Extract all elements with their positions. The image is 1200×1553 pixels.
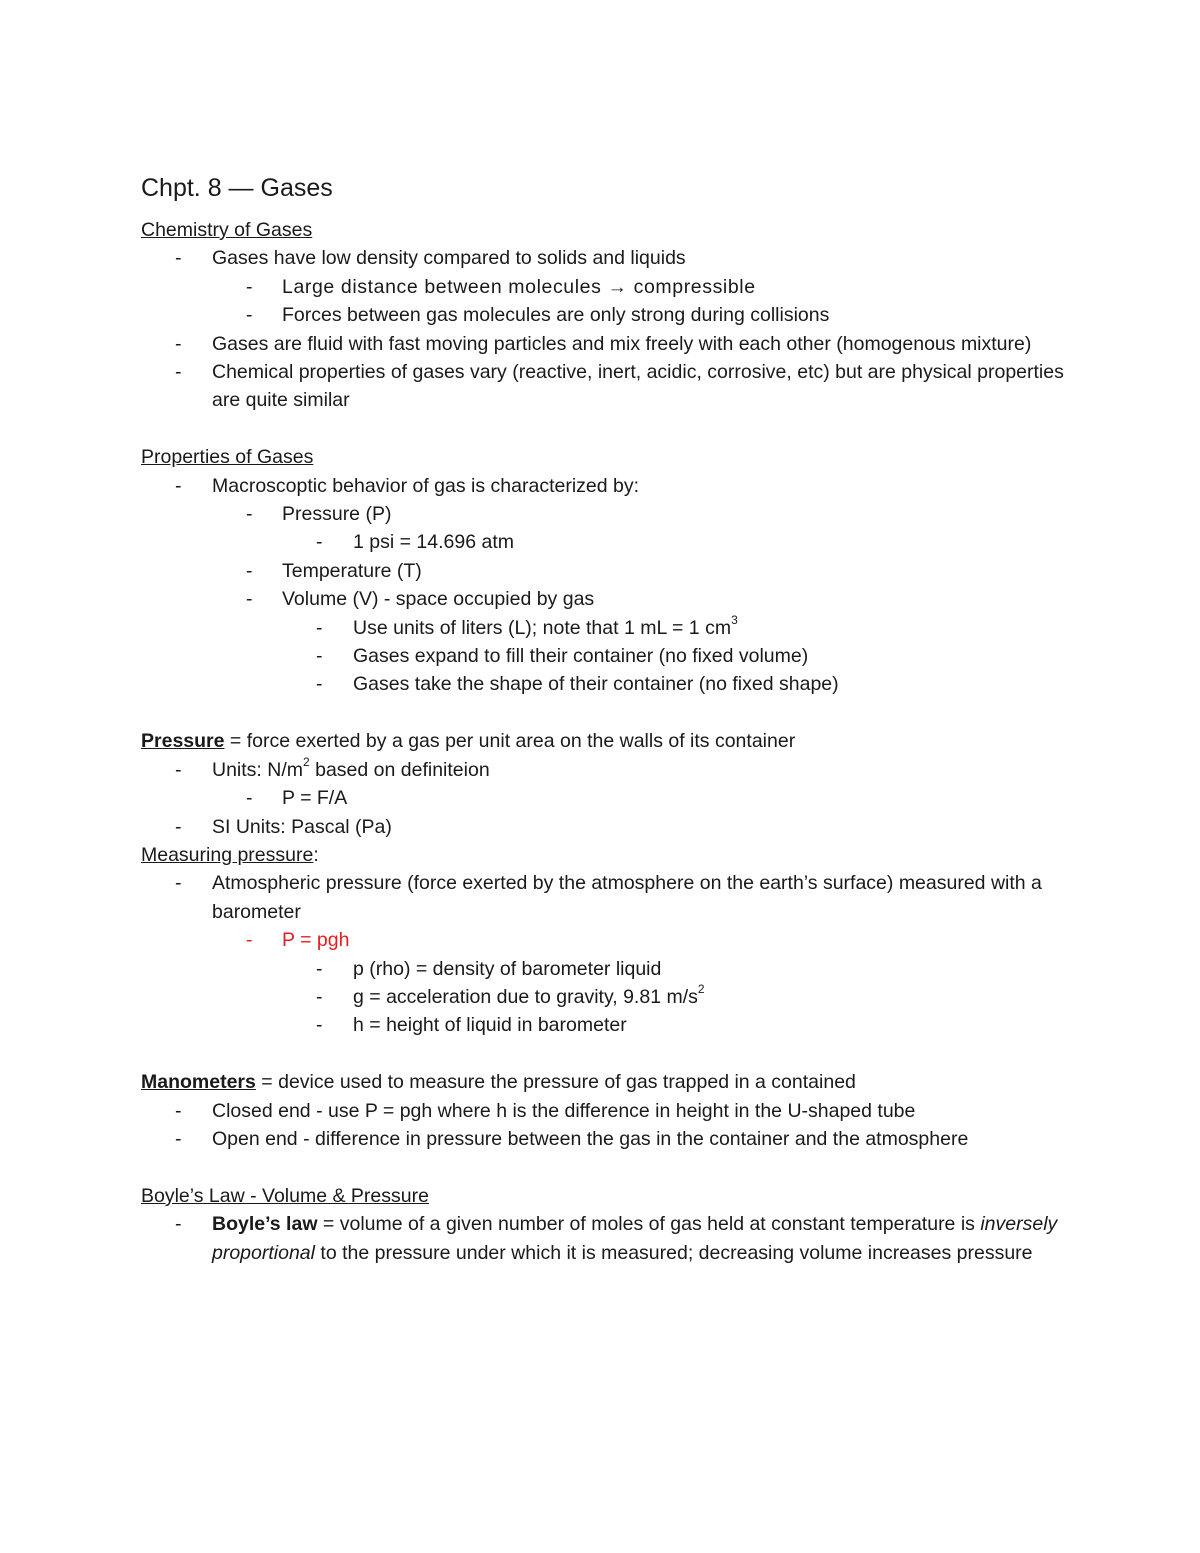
list-item bbox=[141, 869, 1052, 926]
bullet-dash: - bbox=[175, 1127, 182, 1150]
section-heading-boyles-law: Boyle’s Law - Volume & Pressure bbox=[141, 1184, 429, 1207]
list-item-text: Temperature (T) bbox=[282, 559, 422, 582]
list-item bbox=[141, 273, 1081, 301]
list-item bbox=[141, 1097, 1081, 1125]
bullet-dash: - bbox=[175, 247, 182, 270]
list-item-text: h = height of liquid in barometer bbox=[353, 1014, 627, 1037]
definition-text: = force exerted by a gas per unit area on the walls of its container bbox=[224, 730, 796, 753]
list-item-text: Macroscoptic behavior of gas is characterized by: bbox=[212, 474, 640, 497]
list-item-text: Open end - difference in pressure between the gas in the container and the atmosphere bbox=[212, 1127, 969, 1150]
list-item bbox=[141, 1210, 1062, 1267]
bullet-dash: - bbox=[175, 1213, 182, 1236]
list-item bbox=[141, 585, 1081, 613]
list-item bbox=[141, 1125, 1081, 1153]
bullet-dash: - bbox=[246, 559, 253, 582]
definition-emphasis: inversely proportional bbox=[212, 1213, 1058, 1264]
list-item bbox=[141, 642, 1081, 670]
bullet-dash: - bbox=[316, 1014, 323, 1037]
list-item bbox=[141, 301, 1081, 329]
bullet-dash: - bbox=[316, 645, 323, 668]
term-manometers: Manometers bbox=[141, 1071, 256, 1094]
list-item-text: 1 psi = 14.696 atm bbox=[353, 531, 514, 554]
bullet-dash: - bbox=[175, 872, 182, 895]
bullet-dash: - bbox=[246, 503, 253, 526]
superscript: 2 bbox=[697, 982, 705, 997]
list-item-text: Gases are fluid with fast moving particles and mix freely with each other (homogenous mixture) bbox=[212, 332, 1032, 355]
list-item-text: Volume (V) - space occupied by gas bbox=[282, 588, 595, 611]
list-item-formula bbox=[141, 926, 1081, 954]
section-heading-chemistry: Chemistry of Gases bbox=[141, 219, 313, 241]
list-item bbox=[141, 528, 1081, 556]
list-item-text: Gases take the shape of their container (no fixed shape) bbox=[353, 673, 839, 696]
definition-text: = volume of a given number of moles of gas held at constant temperature is bbox=[317, 1213, 981, 1236]
list-item-text: Chemical properties of gases vary (reactive, inert, acidic, corrosive, etc) but are physical properties are quite similar bbox=[212, 361, 1064, 412]
bullet-dash: - bbox=[175, 758, 182, 781]
bullet-dash: - bbox=[316, 957, 323, 980]
bullet-dash: - bbox=[316, 531, 323, 554]
term-boyles-law: Boyle’s law bbox=[212, 1213, 318, 1236]
list-item-text: p (rho) = density of barometer liquid bbox=[353, 957, 662, 980]
subheading-text: Measuring pressure bbox=[141, 843, 314, 866]
subheading-measuring bbox=[141, 841, 1081, 869]
list-item-text: Large distance between molecules → compressible bbox=[282, 275, 756, 298]
list-item-text: Use units of liters (L); note that 1 mL = 1 cm bbox=[353, 616, 732, 639]
list-item bbox=[141, 500, 1081, 528]
list-item-text: based on definiteion bbox=[309, 758, 490, 781]
superscript: 2 bbox=[303, 755, 310, 770]
list-item bbox=[141, 244, 1081, 272]
term-pressure: Pressure bbox=[141, 730, 225, 753]
bullet-dash: - bbox=[246, 275, 254, 298]
list-item bbox=[141, 784, 1081, 812]
page-title: Chpt. 8 — Gases bbox=[141, 174, 333, 202]
list-item bbox=[141, 983, 1081, 1011]
bullet-dash: - bbox=[316, 985, 323, 1008]
list-item bbox=[141, 614, 1081, 642]
list-item-text: Gases have low density compared to solids and liquids bbox=[212, 247, 686, 270]
bullet-dash: - bbox=[246, 304, 253, 327]
subheading-colon: : bbox=[313, 843, 319, 866]
bullet-dash: - bbox=[316, 616, 323, 639]
superscript: 3 bbox=[731, 613, 738, 628]
bullet-dash: - bbox=[175, 332, 182, 355]
list-item-text: Atmospheric pressure (force exerted by the atmosphere on the earth’s surface) measured with a barometer bbox=[212, 872, 1042, 923]
list-item-text: Gases expand to fill their container (no fixed volume) bbox=[353, 645, 809, 668]
definition-text: to the pressure under which it is measured; decreasing volume increases pressure bbox=[314, 1241, 1033, 1264]
list-item bbox=[141, 813, 1081, 841]
list-item bbox=[141, 955, 1081, 983]
document-page bbox=[141, 168, 1081, 1267]
bullet-dash: - bbox=[175, 1099, 182, 1122]
bullet-dash: - bbox=[175, 815, 182, 838]
section-heading-properties: Properties of Gases bbox=[141, 446, 314, 469]
list-item bbox=[141, 1011, 1081, 1039]
list-item-text: SI Units: Pascal (Pa) bbox=[212, 815, 392, 838]
bullet-dash: - bbox=[175, 474, 182, 497]
bullet-dash: - bbox=[246, 929, 253, 952]
bullet-dash: - bbox=[246, 787, 253, 810]
list-item bbox=[141, 472, 1081, 500]
definition-pressure bbox=[141, 727, 1081, 755]
list-item-text: Forces between gas molecules are only strong during collisions bbox=[282, 304, 830, 327]
definition-manometers bbox=[141, 1068, 1081, 1096]
list-item bbox=[141, 756, 1081, 784]
list-item-text: P = F/A bbox=[282, 787, 348, 810]
bullet-dash: - bbox=[246, 588, 253, 611]
bullet-dash: - bbox=[316, 673, 323, 696]
list-item-text: Units: N/m bbox=[212, 758, 304, 781]
formula-text: P = pgh bbox=[282, 929, 350, 952]
list-item bbox=[141, 670, 1081, 698]
list-item-text: Pressure (P) bbox=[282, 503, 392, 526]
list-item bbox=[141, 358, 1072, 415]
list-item-text: g = acceleration due to gravity, 9.81 m/s bbox=[353, 985, 698, 1008]
definition-text: = device used to measure the pressure of gas trapped in a contained bbox=[255, 1071, 856, 1094]
list-item bbox=[141, 557, 1081, 585]
bullet-dash: - bbox=[175, 361, 182, 384]
list-item-text: Closed end - use P = pgh where h is the difference in height in the U-shaped tube bbox=[212, 1099, 916, 1122]
list-item bbox=[141, 330, 1052, 358]
